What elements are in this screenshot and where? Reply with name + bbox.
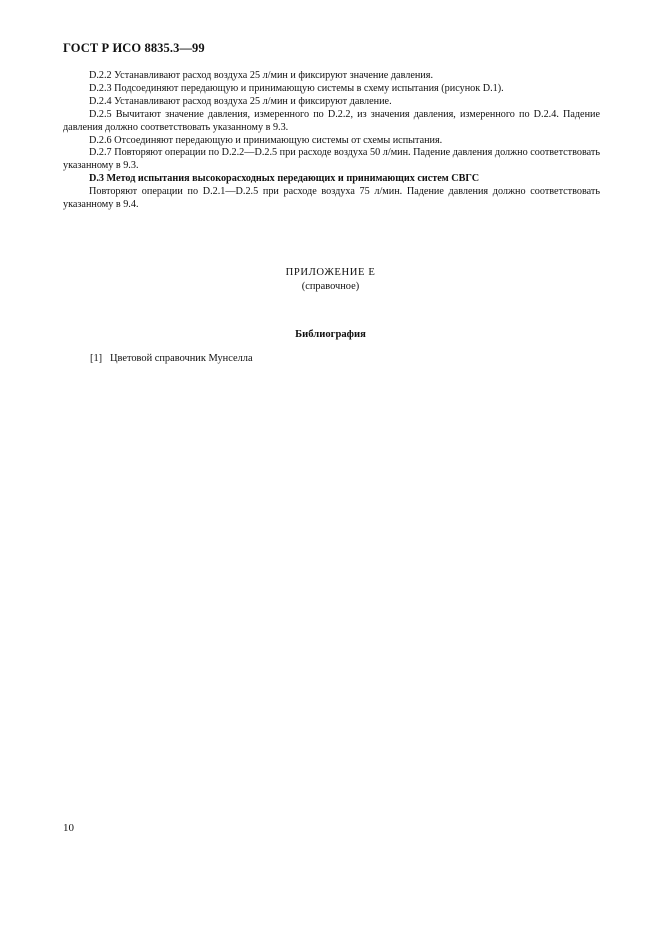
paragraph-d-3-body: Повторяют операции по D.2.1—D.2.5 при расходе воздуха 75 л/мин. Падение давления должно соответствовать указанному в 9.4.: [63, 186, 600, 211]
document-header: ГОСТ Р ИСО 8835.3—99: [63, 41, 205, 55]
paragraph-d-2-2: D.2.2 Устанавливают расход воздуха 25 л/мин и фиксируют значение давления.: [89, 70, 433, 81]
bibliography-item-number: [1]: [90, 353, 103, 364]
body-text: [63, 70, 600, 212]
paragraph-d-2-7: D.2.7 Повторяют операции по D.2.2—D.2.5 при расходе воздуха 50 л/мин. Падение давления должно соответствовать указанному в 9.3.: [63, 147, 600, 172]
annex-title: ПРИЛОЖЕНИЕ E: [285, 267, 376, 278]
bibliography-item: [90, 353, 253, 364]
paragraph-d-2-5: D.2.5 Вычитают значение давления, измеренного по D.2.2, из значения давления, измеренного по D.2.4. Падение давления должно соответствовать указанному в 9.3.: [63, 108, 600, 133]
paragraph-d-2-3: D.2.3 Подсоединяют передающую и принимающую системы в схему испытания (рисунок D.1).: [89, 82, 504, 94]
paragraph-d-2-6: D.2.6 Отсоединяют передающую и принимающую системы от схемы испытания.: [89, 134, 443, 146]
bibliography-title: Библиография: [295, 329, 366, 340]
annex-subtitle: (справочное): [301, 281, 360, 292]
bibliography-item-text: Цветовой справочник Мунселла: [110, 353, 253, 364]
page-number: 10: [63, 822, 74, 834]
paragraph-d-2-4: D.2.4 Устанавливают расход воздуха 25 л/мин и фиксируют давление.: [89, 95, 392, 107]
bibliography-list: [90, 353, 253, 364]
section-heading-d-3: D.3 Метод испытания высокорасходных передающих и принимающих систем СВГС: [89, 173, 480, 185]
